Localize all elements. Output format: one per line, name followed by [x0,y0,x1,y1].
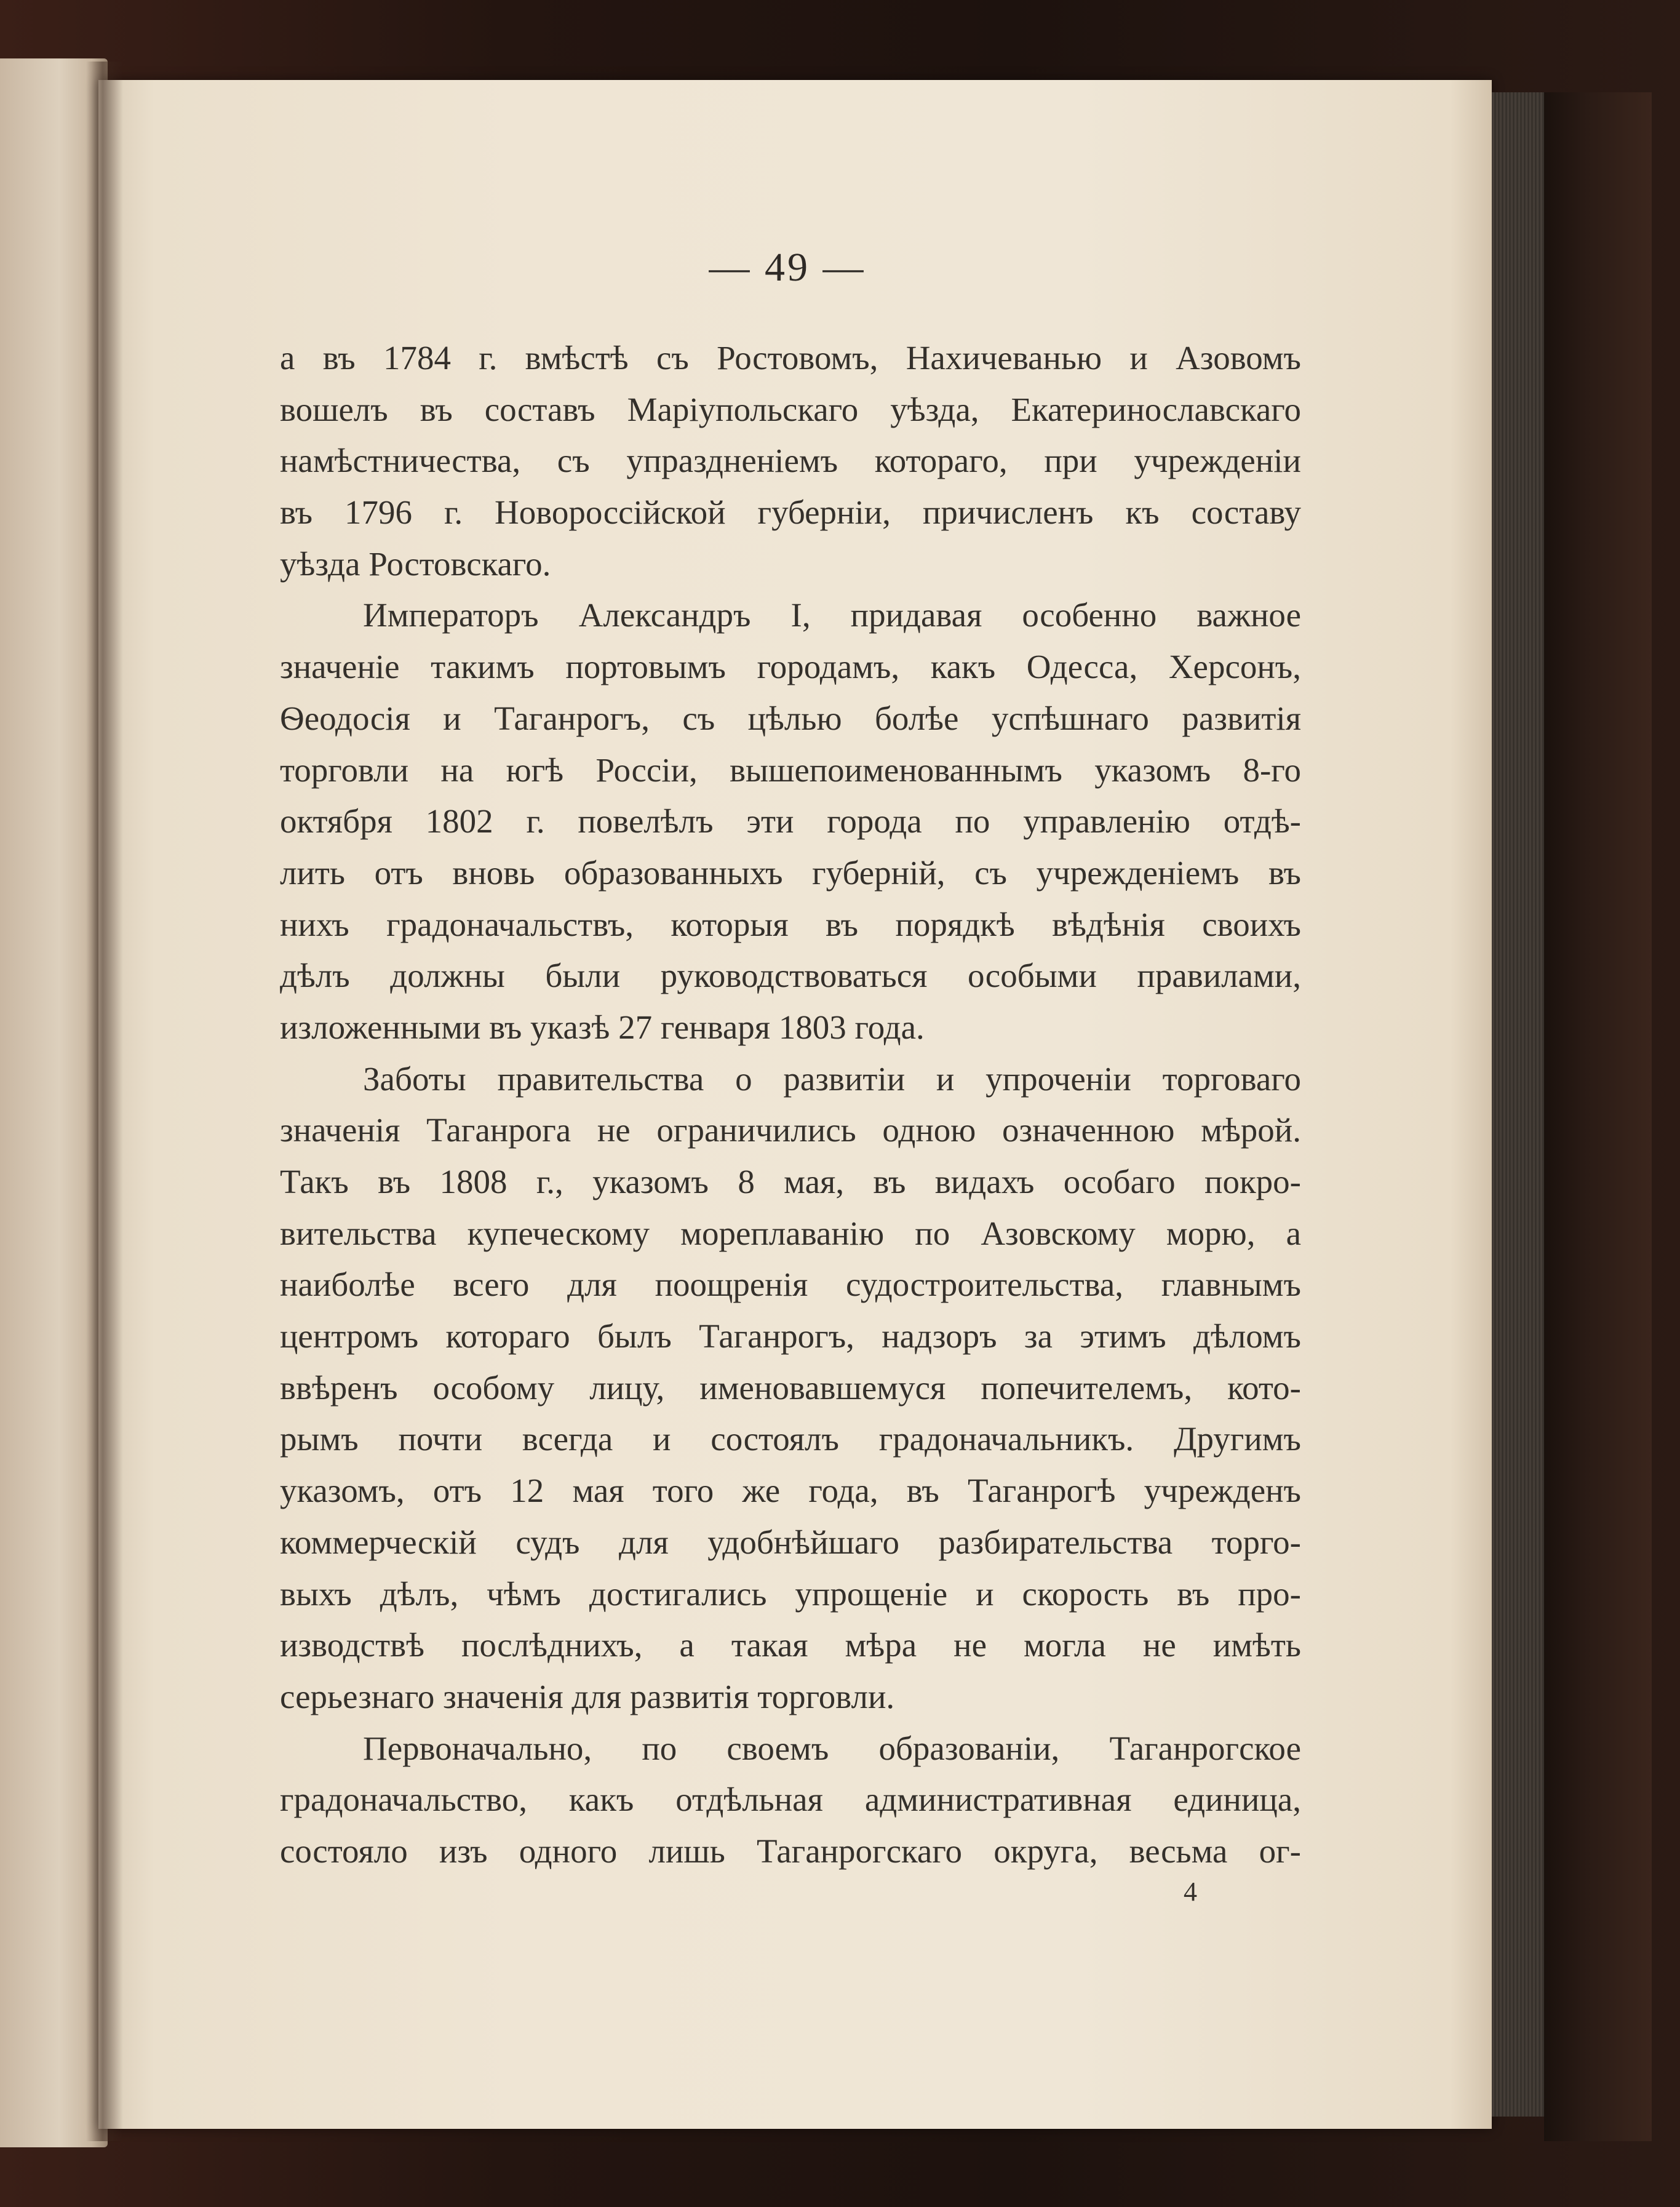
text-line: коммерческій судъ для удобнѣйшаго разбирательства торго- [280,1523,1301,1561]
body-text [280,332,1301,1877]
text-line: Императоръ Александръ I, придавая особенно важное [363,596,1301,634]
text-line: ввѣренъ особому лицу, именовавшемуся попечителемъ, кото- [280,1368,1301,1407]
text-line: Заботы правительства о развитіи и упроченіи торговаго [363,1060,1301,1098]
text-line: указомъ, отъ 12 мая того же года, въ Таганрогѣ учрежденъ [280,1472,1301,1510]
text-line: вительства купеческому мореплаванію по Азовскому морю, а [280,1214,1301,1252]
text-line: значеніе такимъ портовымъ городамъ, какъ Одесса, Херсонъ, [280,648,1301,686]
text-line: уѣзда Ростовскаго. [280,545,551,583]
text-line: серьезнаго значенія для развитія торговли. [280,1677,895,1715]
text-line: а въ 1784 г. вмѣстѣ съ Ростовомъ, Нахичеванью и Азовомъ [280,339,1301,377]
page-block-edges [1492,92,1544,2117]
text-line: нихъ градоначальствъ, которыя въ порядкѣ вѣдѣнія своихъ [280,905,1301,943]
text-line: намѣстничества, съ упраздненіемъ котораго, при учрежденіи [280,442,1301,480]
text-line: центромъ котораго былъ Таганрогъ, надзоръ за этимъ дѣломъ [280,1317,1301,1355]
text-line: значенія Таганрога не ограничились одною означенною мѣрой. [280,1111,1301,1149]
text-line: лить отъ вновь образованныхъ губерній, съ учрежденіемъ въ [280,853,1301,892]
text-line: Первоначально, по своемъ образованіи, Таганрогское [363,1729,1301,1767]
book-cover-edge [1544,92,1652,2141]
text-line: состояло изъ одного лишь Таганрогскаго округа, весьма ог- [280,1832,1301,1870]
text-line: градоначальство, какъ отдѣльная административная единица, [280,1781,1301,1819]
text-line: рымъ почти всегда и состоялъ градоначальникъ. Другимъ [280,1420,1301,1458]
text-line: выхъ дѣлъ, чѣмъ достигались упрощеніе и скорость въ про- [280,1574,1301,1613]
text-line: наиболѣе всего для поощренія судостроительства, главнымъ [280,1266,1301,1304]
text-line: изложенными въ указѣ 27 генваря 1803 года. [280,1008,925,1046]
text-line: дѣлъ должны были руководствоваться особыми правилами, [280,957,1301,995]
text-line: Ѳеодосія и Таганрогъ, съ цѣлью болѣе успѣшнаго развитія [280,699,1301,737]
text-line: изводствѣ послѣднихъ, а такая мѣра не могла не имѣть [280,1626,1301,1664]
text-line: вошелъ въ составъ Маріупольскаго уѣзда, Екатеринославскаго [280,390,1301,428]
page-number: — 49 — [709,245,866,290]
text-line: октября 1802 г. повелѣлъ эти города по управленію отдѣ- [280,802,1301,840]
text-line: торговли на югѣ Россіи, вышепоименованнымъ указомъ 8-го [280,751,1301,789]
text-line: Такъ въ 1808 г., указомъ 8 мая, въ видахъ особаго покро- [280,1163,1301,1200]
text-line: въ 1796 г. Новороссійской губерніи, причисленъ къ составу [280,493,1301,532]
signature-mark: 4 [1184,1877,1197,1907]
book-gutter-shadow [86,62,123,2141]
